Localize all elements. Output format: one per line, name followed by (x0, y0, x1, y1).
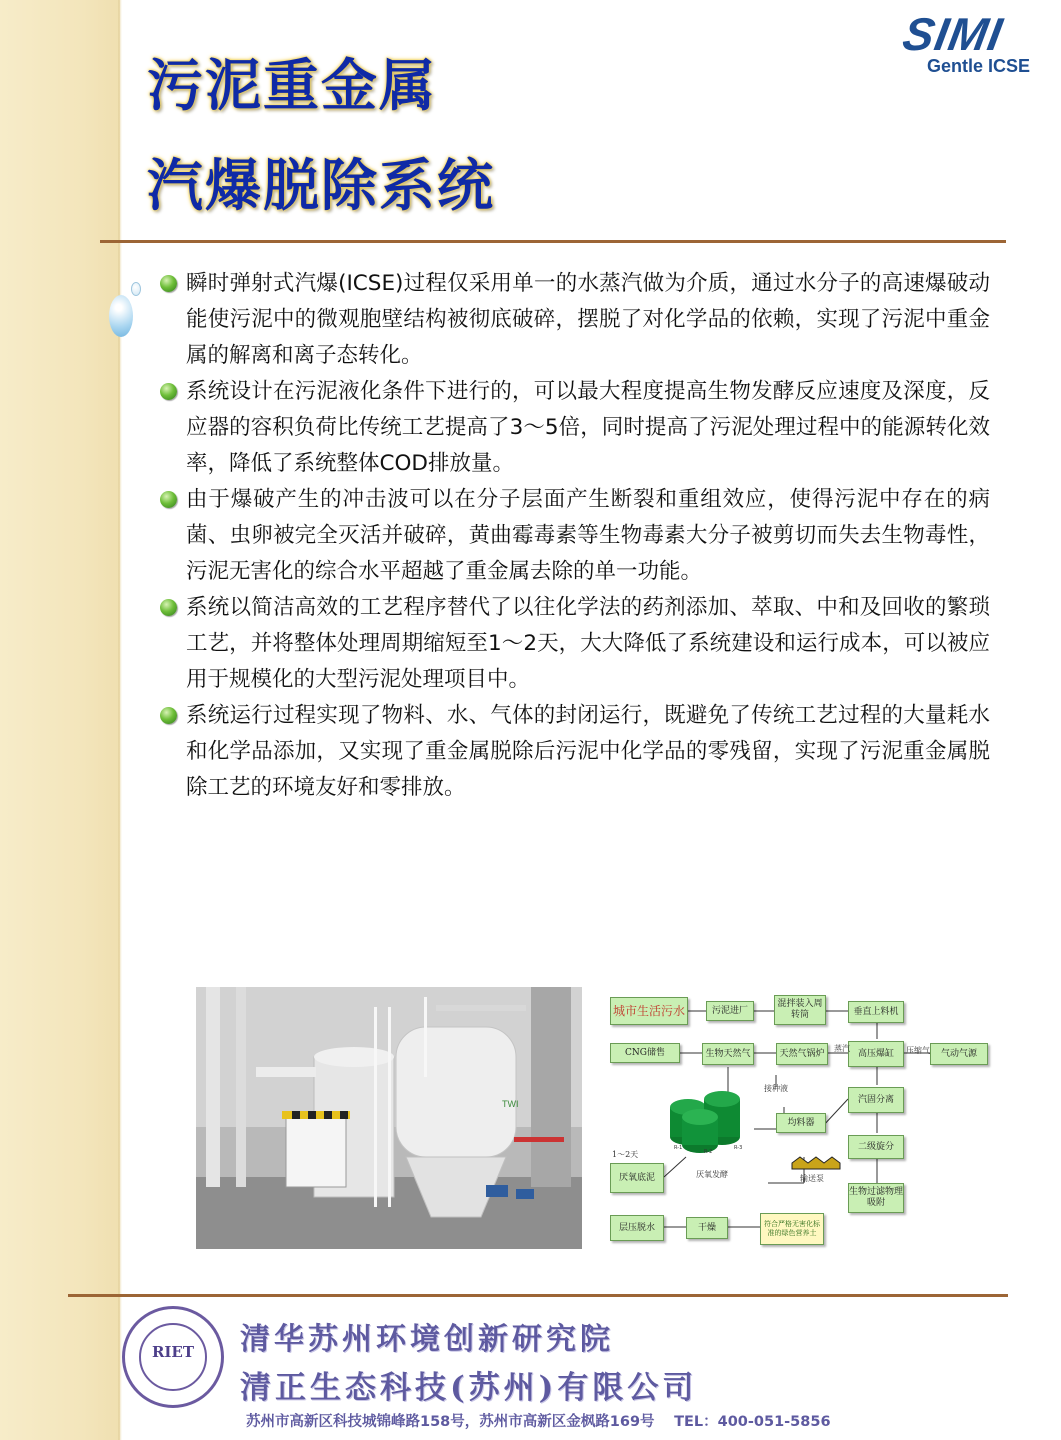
flow-cng: CNG储售 (610, 1043, 680, 1063)
flow-gas-boiler: 天然气锅炉 (776, 1043, 828, 1065)
tank-label: R-1 (674, 1145, 683, 1151)
flow-mix-bin: 混拌装入周转筒 (774, 995, 826, 1025)
feature-text-3: 由于爆破产生的冲击波可以在分子层面产生断裂和重组效应，使得污泥中存在的病菌、虫卵被完全灭活并破碎，黄曲霉毒素等生物毒素大分子被剪切而失去生物毒性，污泥无害化的综合水平超越了重金属去除的单一功能。 (186, 487, 990, 584)
flow-press-dewater: 层压脱水 (610, 1215, 664, 1241)
bottom-divider (68, 1294, 1008, 1297)
green-bullet-icon (160, 491, 177, 508)
flow-vertical-feed: 垂直上料机 (848, 1001, 904, 1023)
equipment-photo (196, 987, 582, 1249)
small-bubble-decoration (131, 282, 141, 296)
left-band-shadow (118, 0, 122, 1440)
flow-anaerobic-sludge: 厌氧底泥 (610, 1163, 664, 1193)
org-name-2: 清正生态科技(苏州)有限公司 (240, 1370, 698, 1406)
tank-label: R-3 (734, 1145, 743, 1151)
flow-city-sewage: 城市生活污水 (610, 997, 688, 1025)
flow-gas-solid-sep: 汽固分离 (848, 1087, 904, 1113)
flow-secondary-cyclone: 二级旋分 (848, 1135, 904, 1159)
logo-subtitle: Gentle ICSE (926, 56, 1030, 76)
flow-pneumatic-source: 气动气源 (930, 1043, 988, 1065)
logo-mark: SIMI (899, 8, 1007, 60)
feature-text-1: 瞬时弹射式汽爆(ICSE)过程仅采用单一的水蒸汽做为介质，通过水分子的高速爆破动能使污泥中的微观胞壁结构被彻底破碎，摆脱了对化学品的依赖，实现了污泥中重金属的解离和离子态转化。 (186, 271, 990, 368)
flow-bio-gas: 生物天然气 (702, 1043, 754, 1065)
conveyor-icon (792, 1157, 840, 1169)
feature-text-5: 系统运行过程实现了物料、水、气体的封闭运行，既避免了传统工艺过程的大量耗水和化学品添加，又实现了重金属脱除后污泥中化学品的零残留，实现了污泥重金属脱除工艺的环境友好和零排放。 (186, 703, 990, 800)
flow-label-conveyor: 输送泵 (800, 1174, 824, 1183)
feature-list (160, 266, 990, 806)
large-bubble-decoration (109, 295, 133, 337)
flow-product: 符合严格无害化标准的绿色营养土 (760, 1213, 824, 1245)
flow-label-duration: 1～2天 (612, 1150, 639, 1159)
feature-item-1 (160, 266, 990, 374)
green-bullet-icon (160, 383, 177, 400)
simi-logo (868, 8, 1038, 78)
org-name-1: 清华苏州环境创新研究院 (240, 1322, 614, 1357)
tank-label: R-2 (704, 1149, 713, 1155)
page-title-line-2: 汽爆脱除系统 (147, 153, 495, 219)
left-decorative-band (0, 0, 120, 1440)
page-title-line-1: 污泥重金属 (147, 53, 437, 119)
anaerobic-tanks (670, 1091, 743, 1153)
contact-address: 苏州市高新区科技城锦峰路158号，苏州市高新区金枫路169号 TEL：400-051-5856 (246, 1414, 831, 1430)
flow-bio-filter: 生物过滤物理吸附 (848, 1183, 904, 1213)
green-bullet-icon (160, 599, 177, 616)
top-divider (100, 240, 1006, 243)
seal-text: RIET (151, 1343, 195, 1361)
process-flowchart (604, 987, 1004, 1250)
feature-item-2 (160, 374, 990, 482)
flow-dry: 干燥 (686, 1217, 728, 1239)
flow-label-inoculum: 接种液 (764, 1084, 788, 1093)
feature-text-4: 系统以简洁高效的工艺程序替代了以往化学法的药剂添加、萃取、中和及回收的繁琐工艺，并将整体处理周期缩短至1～2天，大大降低了系统建设和运行成本，可以被应用于规模化的大型污泥处理项目中。 (186, 595, 990, 692)
flow-sludge-in: 污泥进厂 (706, 1001, 754, 1021)
feature-text-2: 系统设计在污泥液化条件下进行的，可以最大程度提高生物发酵反应速度及深度，反应器的容积负荷比传统工艺提高了3～5倍，同时提高了污泥处理过程中的能源转化效率，降低了系统整体COD排放量。 (186, 379, 990, 476)
equipment-photo-drawing (196, 987, 582, 1249)
green-bullet-icon (160, 707, 177, 724)
riet-seal-logo (122, 1306, 224, 1408)
green-bullet-icon (160, 275, 177, 292)
feature-item-4 (160, 590, 990, 698)
flow-label-compressed-air: 压缩气 (906, 1046, 930, 1055)
flow-homogenizer: 均料器 (776, 1113, 826, 1133)
twi-mark: TWI (502, 1099, 519, 1109)
feature-item-3 (160, 482, 990, 590)
flow-hp-explode: 高压爆缸 (848, 1041, 904, 1067)
flow-label-steam: 蒸汽 (834, 1044, 850, 1053)
flow-label-anaerobic-ferment: 厌氧发酵 (696, 1170, 728, 1179)
feature-item-5 (160, 698, 990, 806)
